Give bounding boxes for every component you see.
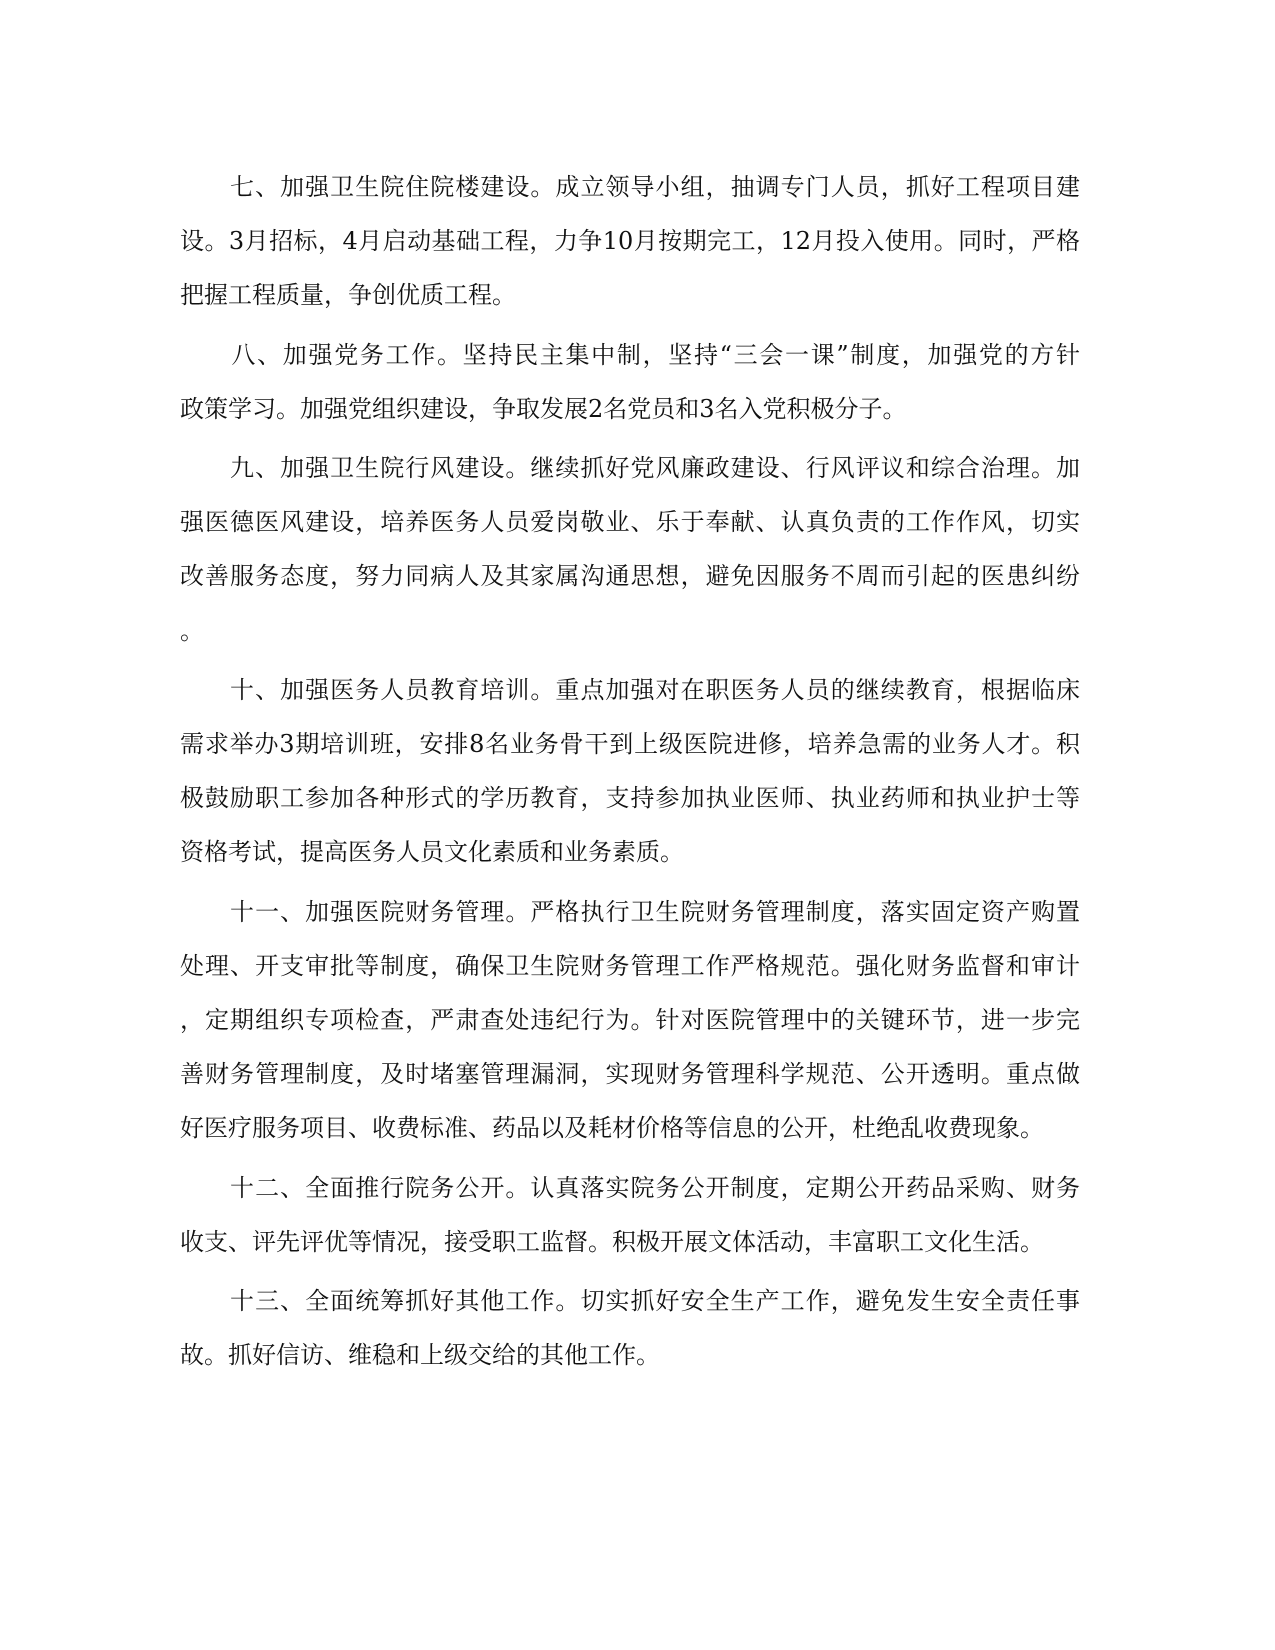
paragraph-line: 十三、全面统筹抓好其他工作。切实抓好安全生产工作，避免发生安全责任事 <box>180 1287 1080 1316</box>
paragraph-line: 好医疗服务项目、收费标准、药品以及耗材价格等信息的公开，杜绝乱收费现象。 <box>180 1114 1044 1143</box>
paragraph-line: 十二、全面推行院务公开。认真落实院务公开制度，定期公开药品采购、财务 <box>180 1173 1080 1202</box>
paragraph-line: 。 <box>180 616 204 645</box>
paragraph-line: 强医德医风建设，培养医务人员爱岗敬业、乐于奉献、认真负责的工作作风，切实 <box>180 508 1080 537</box>
paragraph-line: 故。抓好信访、维稳和上级交给的其他工作。 <box>180 1341 660 1370</box>
paragraph-7 <box>180 160 1080 322</box>
paragraph-13 <box>180 1274 1080 1382</box>
paragraph-line: 需求举办3期培训班，安排8名业务骨干到上级医院进修，培养急需的业务人才。积 <box>180 730 1080 759</box>
paragraph-line: 善财务管理制度，及时堵塞管理漏洞，实现财务管理科学规范、公开透明。重点做 <box>180 1060 1080 1089</box>
paragraph-line: 政策学习。加强党组织建设，争取发展2名党员和3名入党积极分子。 <box>180 394 907 423</box>
paragraph-line: 十一、加强医院财务管理。严格执行卫生院财务管理制度，落实固定资产购置 <box>180 897 1080 926</box>
paragraph-12 <box>180 1161 1080 1269</box>
paragraph-9 <box>180 441 1080 657</box>
paragraph-10 <box>180 663 1080 879</box>
paragraph-line: 资格考试，提高医务人员文化素质和业务素质。 <box>180 838 684 867</box>
paragraph-line: 极鼓励职工参加各种形式的学历教育，支持参加执业医师、执业药师和执业护士等 <box>180 784 1080 813</box>
paragraph-8 <box>180 328 1080 436</box>
paragraph-line: 把握工程质量，争创优质工程。 <box>180 281 516 310</box>
document-body <box>180 160 1080 1388</box>
paragraph-line: 改善服务态度，努力同病人及其家属沟通思想，避免因服务不周而引起的医患纠纷 <box>180 562 1080 591</box>
paragraph-line: ，定期组织专项检查，严肃查处违纪行为。针对医院管理中的关键环节，进一步完 <box>180 1005 1080 1034</box>
paragraph-11 <box>180 885 1080 1155</box>
paragraph-line: 收支、评先评优等情况，接受职工监督。积极开展文体活动，丰富职工文化生活。 <box>180 1227 1044 1256</box>
paragraph-line: 十、加强医务人员教育培训。重点加强对在职医务人员的继续教育，根据临床 <box>180 676 1080 705</box>
paragraph-line: 设。3月招标，4月启动基础工程，力争10月按期完工，12月投入使用。同时，严格 <box>180 227 1080 256</box>
paragraph-line: 八、加强党务工作。坚持民主集中制，坚持“三会一课”制度，加强党的方针 <box>180 340 1080 369</box>
paragraph-line: 九、加强卫生院行风建设。继续抓好党风廉政建设、行风评议和综合治理。加 <box>180 454 1080 483</box>
paragraph-line: 处理、开支审批等制度，确保卫生院财务管理工作严格规范。强化财务监督和审计 <box>180 951 1080 980</box>
paragraph-line: 七、加强卫生院住院楼建设。成立领导小组，抽调专门人员，抓好工程项目建 <box>180 173 1080 201</box>
